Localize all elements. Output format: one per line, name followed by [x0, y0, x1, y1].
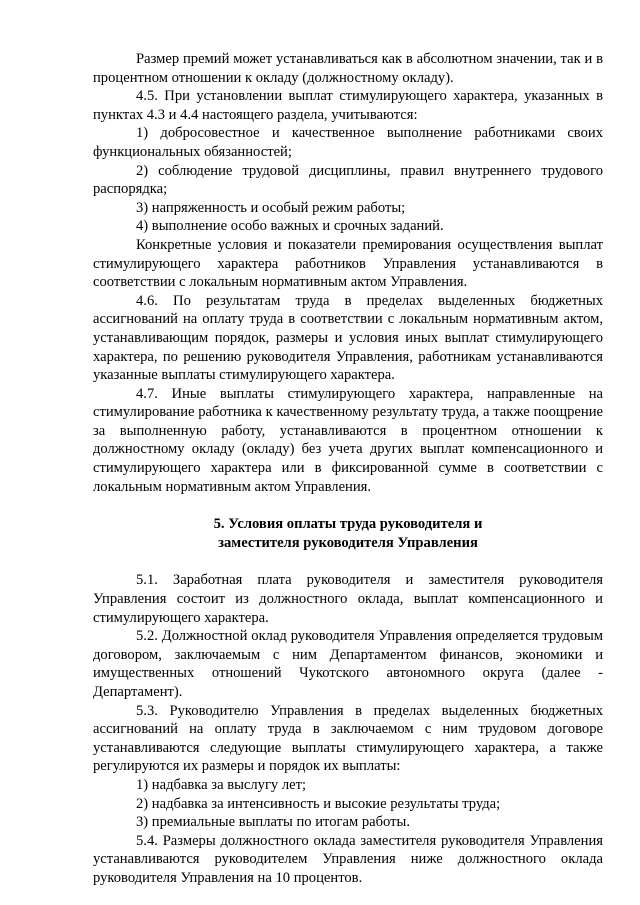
list-item-4-5-2: 2) соблюдение трудовой дисциплины, правил внутреннего трудового распорядка; [93, 162, 603, 198]
paragraph-bonus-conditions: Конкретные условия и показатели премирования осуществления выплат стимулирующего характера работников Управления устанавливаются в соответствии с локальным нормативным актом Управления. [93, 236, 603, 291]
section-5-heading [93, 515, 603, 552]
paragraph-5-4: 5.4. Размеры должностного оклада заместителя руководителя Управления устанавливаются руководителем Управления ниже должностного оклада руководителя Управления на 10 процентов. [93, 832, 603, 886]
list-item-4-5-3: 3) напряженность и особый режим работы; [136, 199, 406, 216]
list-item-4-5-1: 1) добросовестное и качественное выполнение работниками своих функциональных обязанностей; [93, 125, 603, 160]
paragraph-bonus-size: Размер премий может устанавливаться как в абсолютном значении, так и в процентном отношении к окладу (должностному окладу). [93, 51, 603, 86]
paragraph-4-7: 4.7. Иные выплаты стимулирующего характера, направленные на стимулирование работника к качественному результату труда, а также поощрение за выполненную работу, устанавливаются в процентном отношении к должностному окладу (окладу) без учета других выплат компенсационного и стимулирующего характера или в фиксированной сумме в соответствии с локальным нормативным актом Управления. [93, 385, 603, 495]
paragraph-5-3: 5.3. Руководителю Управления в пределах выделенных бюджетных ассигнований на оплату труда в заключаемом с ним трудовом договоре устанавливаются следующие выплаты стимулирующего характера, а также регулируются их размеры и порядок их выплаты: [93, 702, 603, 775]
list-item-5-3-3: 3) премиальные выплаты по итогам работы. [136, 814, 410, 831]
paragraph-5-1: 5.1. Заработная плата руководителя и заместителя руководителя Управления состоит из должностного оклада, выплат компенсационного и стимулирующего характера. [93, 572, 603, 626]
paragraph-5-2: 5.2. Должностной оклад руководителя Управления определяется трудовым договором, заключаемым с ним Департаментом финансов, экономики и имущественных отношений Чукотского автономного округа (далее - Департамент). [93, 628, 603, 700]
list-item-4-5-4: 4) выполнение особо важных и срочных заданий. [136, 218, 444, 235]
document-body [93, 50, 603, 888]
list-item-5-3-1: 1) надбавка за выслугу лет; [136, 776, 307, 793]
section-5-heading-line-1: 5. Условия оплаты труда руководителя и [213, 516, 483, 533]
list-item-5-3-2: 2) надбавка за интенсивность и высокие результаты труда; [136, 795, 501, 812]
paragraph-4-5: 4.5. При установлении выплат стимулирующего характера, указанных в пунктах 4.3 и 4.4 настоящего раздела, учитываются: [93, 88, 603, 123]
paragraph-4-6: 4.6. По результатам труда в пределах выделенных бюджетных ассигнований на оплату труда в соответствии с локальным нормативным актом, устанавливающим порядок, размеры и условия иных выплат стимулирующего характера, по решению руководителя Управления, работникам устанавливаются указанные выплаты стимулирующего характера. [93, 292, 603, 384]
section-5-heading-line-2: заместителя руководителя Управления [218, 534, 478, 551]
